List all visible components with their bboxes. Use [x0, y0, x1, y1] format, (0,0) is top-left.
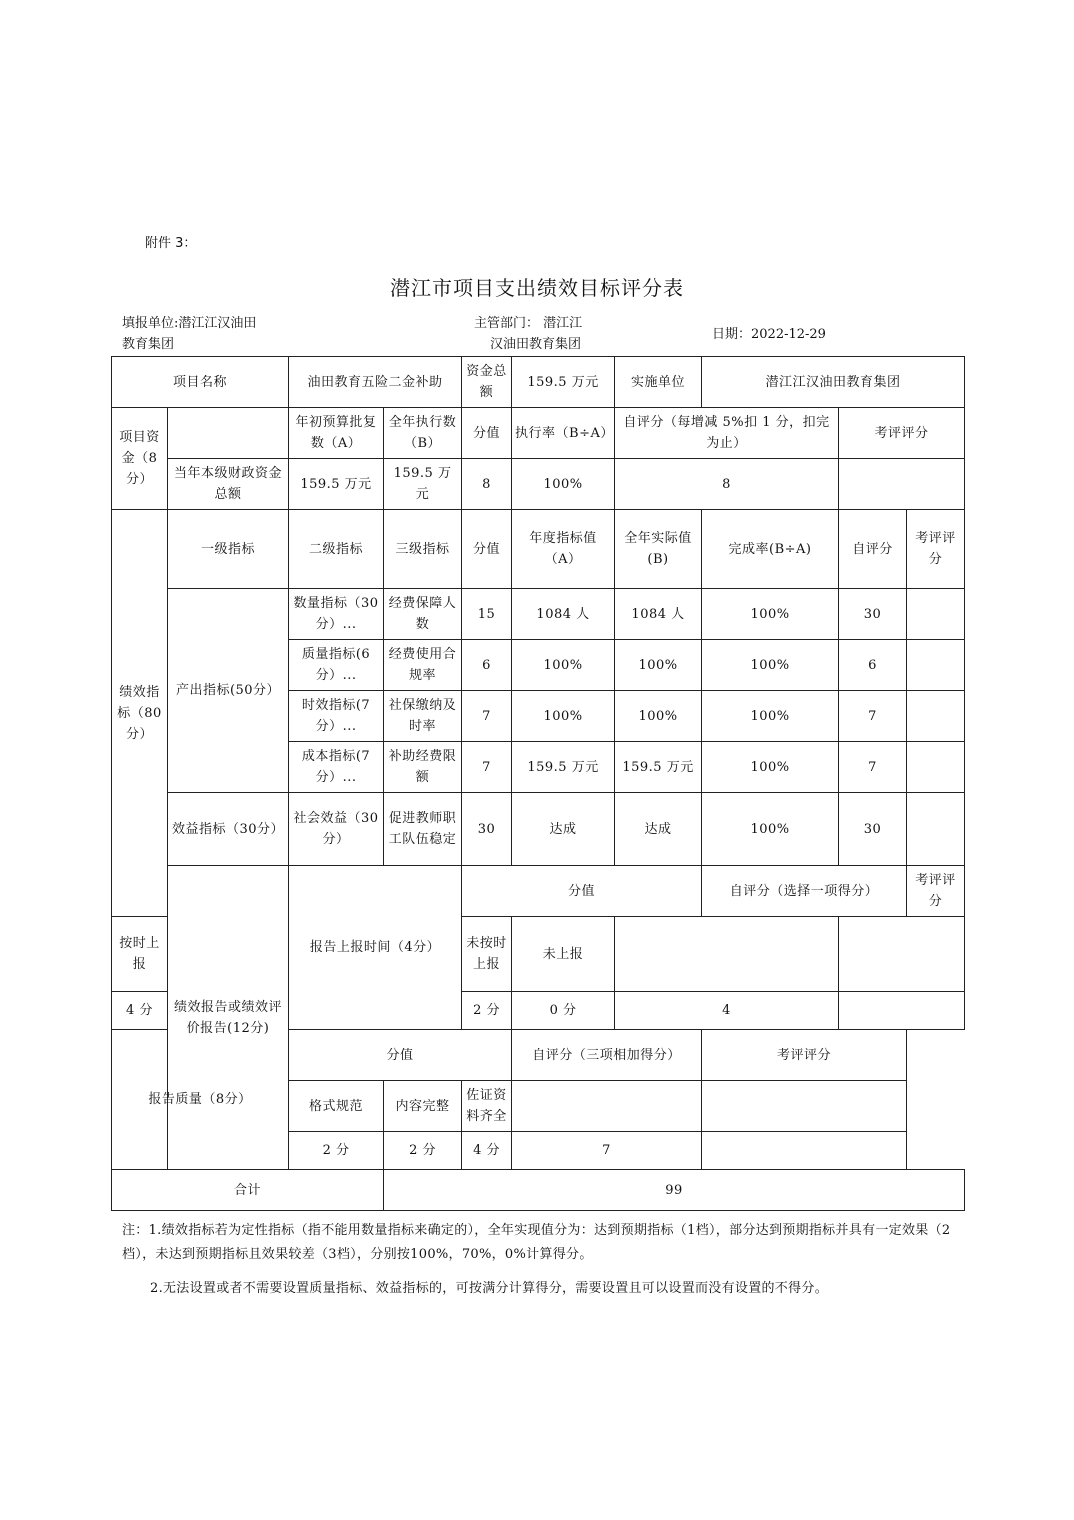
target-cell: 100% — [512, 691, 615, 742]
empty-cell — [512, 1081, 702, 1132]
impl-unit-label: 实施单位 — [615, 357, 702, 408]
target-cell: 1084 人 — [512, 589, 615, 640]
note-2: 2.无法设置或者不需要设置质量指标、效益指标的，可按满分计算得分，需要设置且可以设置而没有设置的不得分。 — [150, 1281, 829, 1296]
self-rule-label: 自评分（每增减 5%扣 1 分，扣完为止） — [615, 408, 839, 459]
social-benefit: 社会效益（30分） — [289, 793, 384, 866]
content-label: 内容完整 — [384, 1081, 462, 1132]
score-cell: 15 — [462, 589, 512, 640]
empty-cell — [702, 1081, 907, 1132]
report-time-label: 报告上报时间（4分） — [289, 866, 462, 1030]
self-score-label: 自评分 — [839, 510, 907, 589]
actual-cell: 100% — [615, 691, 702, 742]
format-points: 2 分 — [289, 1132, 384, 1170]
evidence-label: 佐证资料齐全 — [462, 1081, 512, 1132]
review-cell — [907, 742, 965, 793]
review-score-label: 考评评分 — [839, 408, 965, 459]
self-cell: 7 — [839, 691, 907, 742]
not-reported-label: 未上报 — [512, 917, 615, 992]
review-label: 考评评分 — [702, 1030, 907, 1081]
rate-cell: 100% — [702, 589, 839, 640]
rate-cell: 100% — [702, 640, 839, 691]
total-value: 99 — [384, 1170, 965, 1211]
report-quality-label: 报告质量（8分） — [112, 1030, 289, 1170]
exec-b-label: 全年执行数（B） — [384, 408, 462, 459]
fiscal-score: 8 — [462, 459, 512, 510]
format-label: 格式规范 — [289, 1081, 384, 1132]
lvl3-label: 三级指标 — [384, 510, 462, 589]
late-points: 2 分 — [462, 992, 512, 1030]
score-table — [111, 356, 965, 1211]
annual-target-label: 年度指标值（A） — [512, 510, 615, 589]
filler-unit-line1: 填报单位:潜江江汉油田 — [122, 316, 257, 331]
not-reported-points: 0 分 — [512, 992, 615, 1030]
perf-section-label: 绩效指标（80分） — [112, 510, 168, 917]
total-label: 合计 — [112, 1170, 384, 1211]
rate-cell: 100% — [702, 691, 839, 742]
lvl2-cell: 成本指标(7分）... — [289, 742, 384, 793]
review-cell — [907, 691, 965, 742]
target-cell: 159.5 万元 — [512, 742, 615, 793]
impl-unit: 潜江江汉油田教育集团 — [702, 357, 965, 408]
fiscal-self: 8 — [615, 459, 839, 510]
time-self-score: 4 — [615, 992, 839, 1030]
content-points: 2 分 — [384, 1132, 462, 1170]
ontime-points: 4 分 — [112, 992, 168, 1030]
filler-unit-line2: 教育集团 — [122, 337, 175, 352]
score-label: 分值 — [462, 510, 512, 589]
lvl3-cell: 经费保障人数 — [384, 589, 462, 640]
review-label: 考评评分 — [907, 866, 965, 917]
actual-cell: 1084 人 — [615, 589, 702, 640]
social-actual: 达成 — [615, 793, 702, 866]
actual-cell: 159.5 万元 — [615, 742, 702, 793]
attachment-label: 附件 3： — [145, 236, 197, 251]
social-review — [907, 793, 965, 866]
output-indicator: 产出指标(50分） — [168, 589, 289, 793]
fiscal-total-label: 当年本级财政资金总额 — [168, 459, 289, 510]
late-label: 未按时上报 — [462, 917, 512, 992]
lvl2-cell: 数量指标（30分）... — [289, 589, 384, 640]
score-label: 分值 — [462, 408, 512, 459]
benefit-indicator: 效益指标（30分） — [168, 793, 289, 866]
social-target: 达成 — [512, 793, 615, 866]
complete-rate-label: 完成率(B÷A) — [702, 510, 839, 589]
social-self: 30 — [839, 793, 907, 866]
ontime-label: 按时上报 — [112, 917, 168, 992]
dept-line1: 主管部门： 潜江江 — [474, 316, 583, 331]
quality-review-score — [702, 1132, 907, 1170]
score-cell: 6 — [462, 640, 512, 691]
project-name: 油田教育五险二金补助 — [289, 357, 462, 408]
rate-cell: 100% — [702, 742, 839, 793]
social-lvl3: 促进教师职工队伍稳定 — [384, 793, 462, 866]
review-label: 考评评分 — [907, 510, 965, 589]
score-value-label: 分值 — [462, 866, 702, 917]
fund-total-label: 资金总额 — [462, 357, 512, 408]
lvl2-cell: 时效指标(7分）... — [289, 691, 384, 742]
exec-rate-label: 执行率（B÷A） — [512, 408, 615, 459]
review-cell — [907, 640, 965, 691]
note-1: 注：1.绩效指标若为定性指标（指不能用数量指标来确定的），全年实现值分为：达到预期指标（1档），部分达到预期指标并具有一定效果（2档），未达到预期指标且效果较差（3档），分别按100%，70%，0%计算得分。 — [122, 1223, 951, 1262]
dept-line2: 汉油田教育集团 — [490, 337, 582, 352]
empty-cell — [839, 917, 965, 992]
lvl1-label: 一级指标 — [168, 510, 289, 589]
self-pick-label: 自评分（选择一项得分） — [702, 866, 907, 917]
score-cell: 7 — [462, 691, 512, 742]
social-score: 30 — [462, 793, 512, 866]
lvl3-cell: 社保缴纳及时率 — [384, 691, 462, 742]
fund-total: 159.5 万元 — [512, 357, 615, 408]
empty-cell — [615, 917, 839, 992]
review-cell — [907, 589, 965, 640]
self-cell: 30 — [839, 589, 907, 640]
fiscal-b: 159.5 万元 — [384, 459, 462, 510]
self-cell: 6 — [839, 640, 907, 691]
date-label: 日期：2022-12-29 — [712, 327, 826, 342]
actual-label: 全年实际值(B) — [615, 510, 702, 589]
fund-section-label: 项目资金（8分） — [112, 408, 168, 510]
page-title: 潜江市项目支出绩效目标评分表 — [390, 276, 684, 300]
score-value-label: 分值 — [289, 1030, 512, 1081]
budget-a-label: 年初预算批复数（A） — [289, 408, 384, 459]
time-review-score — [839, 992, 965, 1030]
lvl2-label: 二级指标 — [289, 510, 384, 589]
report-section-label: 绩效报告或绩效评价报告(12分) — [168, 866, 289, 1170]
filler-unit — [122, 313, 256, 355]
self-cell: 7 — [839, 742, 907, 793]
lvl3-cell: 经费使用合规率 — [384, 640, 462, 691]
target-cell: 100% — [512, 640, 615, 691]
fiscal-rate: 100% — [512, 459, 615, 510]
lvl2-cell: 质量指标(6分）... — [289, 640, 384, 691]
social-rate: 100% — [702, 793, 839, 866]
self-sum-label: 自评分（三项相加得分） — [512, 1030, 702, 1081]
evidence-points: 4 分 — [462, 1132, 512, 1170]
empty-cell — [168, 408, 289, 459]
score-cell: 7 — [462, 742, 512, 793]
actual-cell: 100% — [615, 640, 702, 691]
fiscal-a: 159.5 万元 — [289, 459, 384, 510]
project-name-label: 项目名称 — [112, 357, 289, 408]
fiscal-review — [839, 459, 965, 510]
quality-self-score: 7 — [512, 1132, 702, 1170]
lvl3-cell: 补助经费限额 — [384, 742, 462, 793]
